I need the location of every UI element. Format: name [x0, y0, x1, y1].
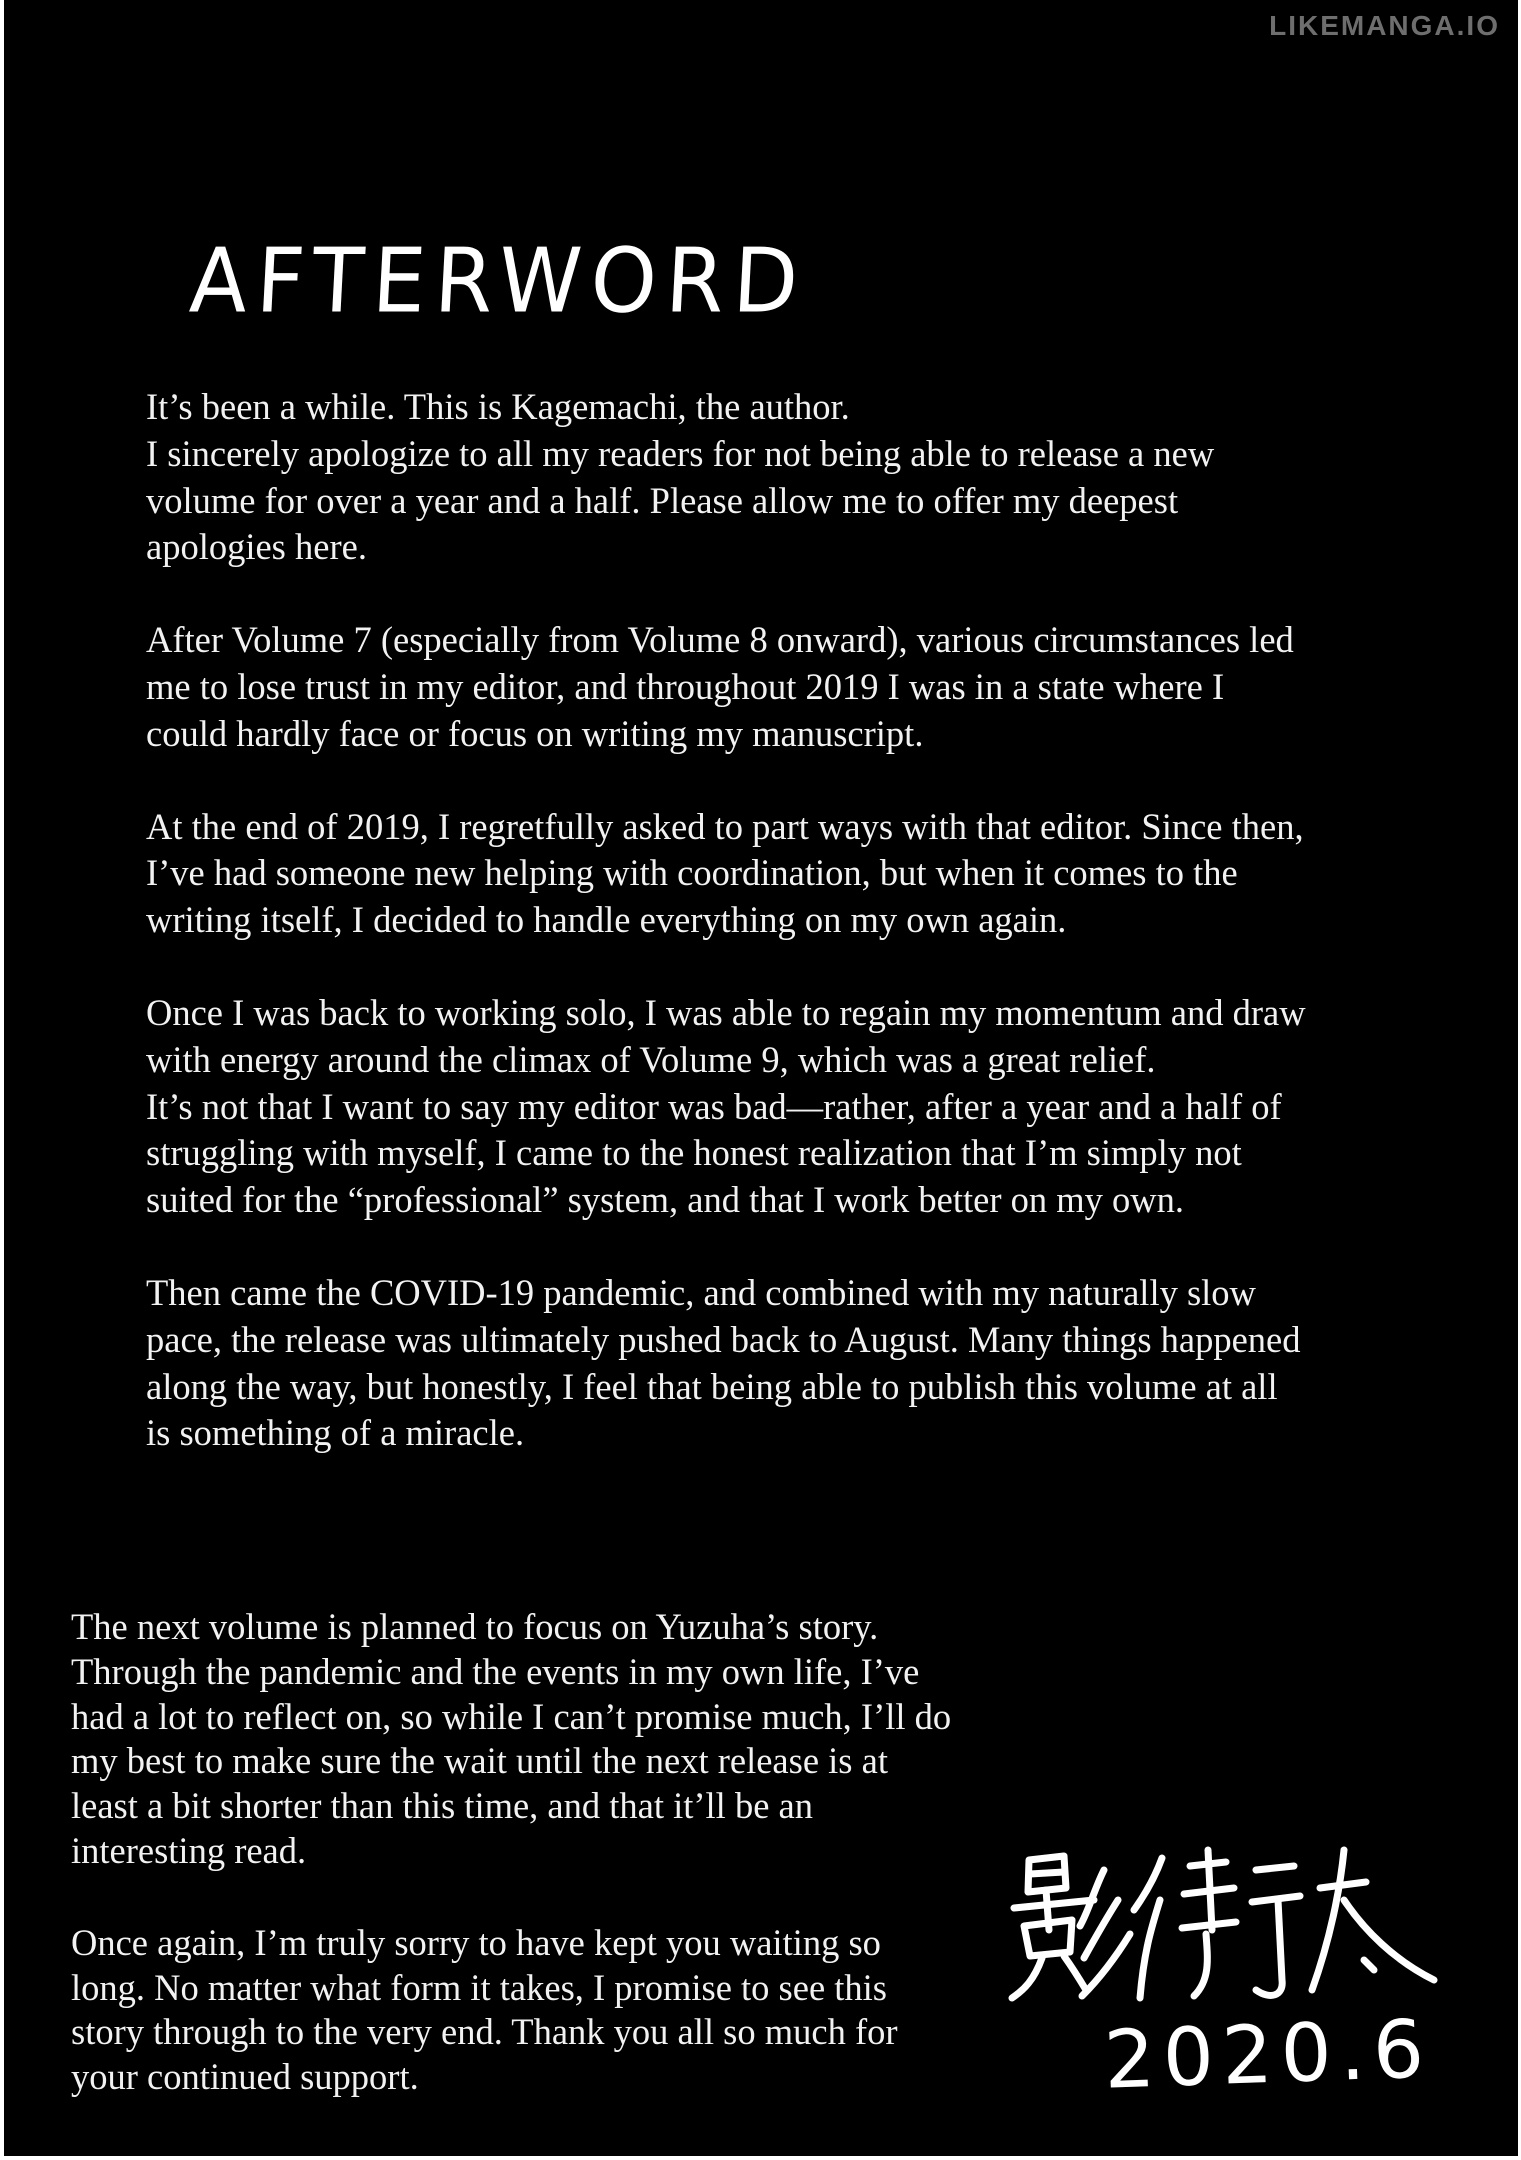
- text-line: suited for the “professional” system, and that I work better on my own.: [146, 1179, 1184, 1221]
- text-line: Then came the COVID-19 pandemic, and combined with my naturally slow: [146, 1271, 1256, 1313]
- page-title: AFTERWORD: [187, 229, 810, 333]
- text-line: apologies here.: [146, 526, 367, 568]
- text-line: It’s been a while. This is Kagemachi, the author.: [146, 386, 850, 427]
- text-line: my best to make sure the wait until the next release is at: [71, 1740, 888, 1782]
- text-line: pace, the release was ultimately pushed back to August. Many things happened: [146, 1318, 1301, 1360]
- closing-body: [71, 1605, 991, 2147]
- text-line: is something of a miracle.: [146, 1412, 525, 1454]
- text-line: Through the pandemic and the events in my own life, I’ve: [71, 1650, 920, 1692]
- text-line: long. No matter what form it takes, I promise to see this: [71, 1966, 888, 2008]
- text-line: your continued support.: [71, 2056, 419, 2098]
- signature-script-icon: [994, 1830, 1454, 2010]
- text-line: I’ve had someone new helping with coordination, but when it comes to the: [146, 852, 1238, 894]
- text-line: I sincerely apologize to all my readers for not being able to release a new: [146, 432, 1215, 474]
- author-signature: [994, 1830, 1454, 2010]
- text-line: It’s not that I want to say my editor was bad—rather, after a year and a half of: [146, 1085, 1282, 1127]
- text-line: struggling with myself, I came to the honest realization that I’m simply not: [146, 1132, 1242, 1174]
- text-line: interesting read.: [71, 1829, 307, 1871]
- text-line: volume for over a year and a half. Please allow me to offer my deepest: [146, 479, 1179, 521]
- text-line: least a bit shorter than this time, and that it’ll be an: [71, 1785, 813, 1827]
- text-line: could hardly face or focus on writing my manuscript.: [146, 712, 924, 754]
- text-line: writing itself, I decided to handle everything on my own again.: [146, 899, 1067, 941]
- paragraph: [71, 1605, 991, 1874]
- text-line: with energy around the climax of Volume 9, which was a great relief.: [146, 1038, 1156, 1080]
- paragraph: [146, 1270, 1426, 1457]
- text-line: me to lose trust in my editor, and throughout 2019 I was in a state where I: [146, 665, 1225, 707]
- text-line: At the end of 2019, I regretfully asked to part ways with that editor. Since then,: [146, 805, 1304, 847]
- text-line: Once I was back to working solo, I was able to regain my momentum and draw: [146, 991, 1306, 1033]
- text-line: The next volume is planned to focus on Yuzuha’s story.: [71, 1606, 879, 1647]
- signature-date: 2020.6: [1102, 2002, 1434, 2107]
- text-line: After Volume 7 (especially from Volume 8 onward), various circumstances led: [146, 619, 1294, 661]
- site-watermark: LIKEMANGA.IO: [1269, 10, 1500, 41]
- paragraph: [146, 384, 1426, 571]
- text-line: along the way, but honestly, I feel that being able to publish this volume at all: [146, 1365, 1278, 1407]
- text-line: had a lot to reflect on, so while I can’t promise much, I’ll do: [71, 1695, 952, 1737]
- paragraph: [146, 617, 1426, 757]
- paragraph: [146, 804, 1426, 944]
- text-line: Once again, I’m truly sorry to have kept you waiting so: [71, 1921, 881, 1963]
- paragraph: [71, 1921, 991, 2100]
- main-body: [146, 384, 1426, 1503]
- paragraph: [146, 990, 1426, 1224]
- text-line: story through to the very end. Thank you all so much for: [71, 2011, 898, 2053]
